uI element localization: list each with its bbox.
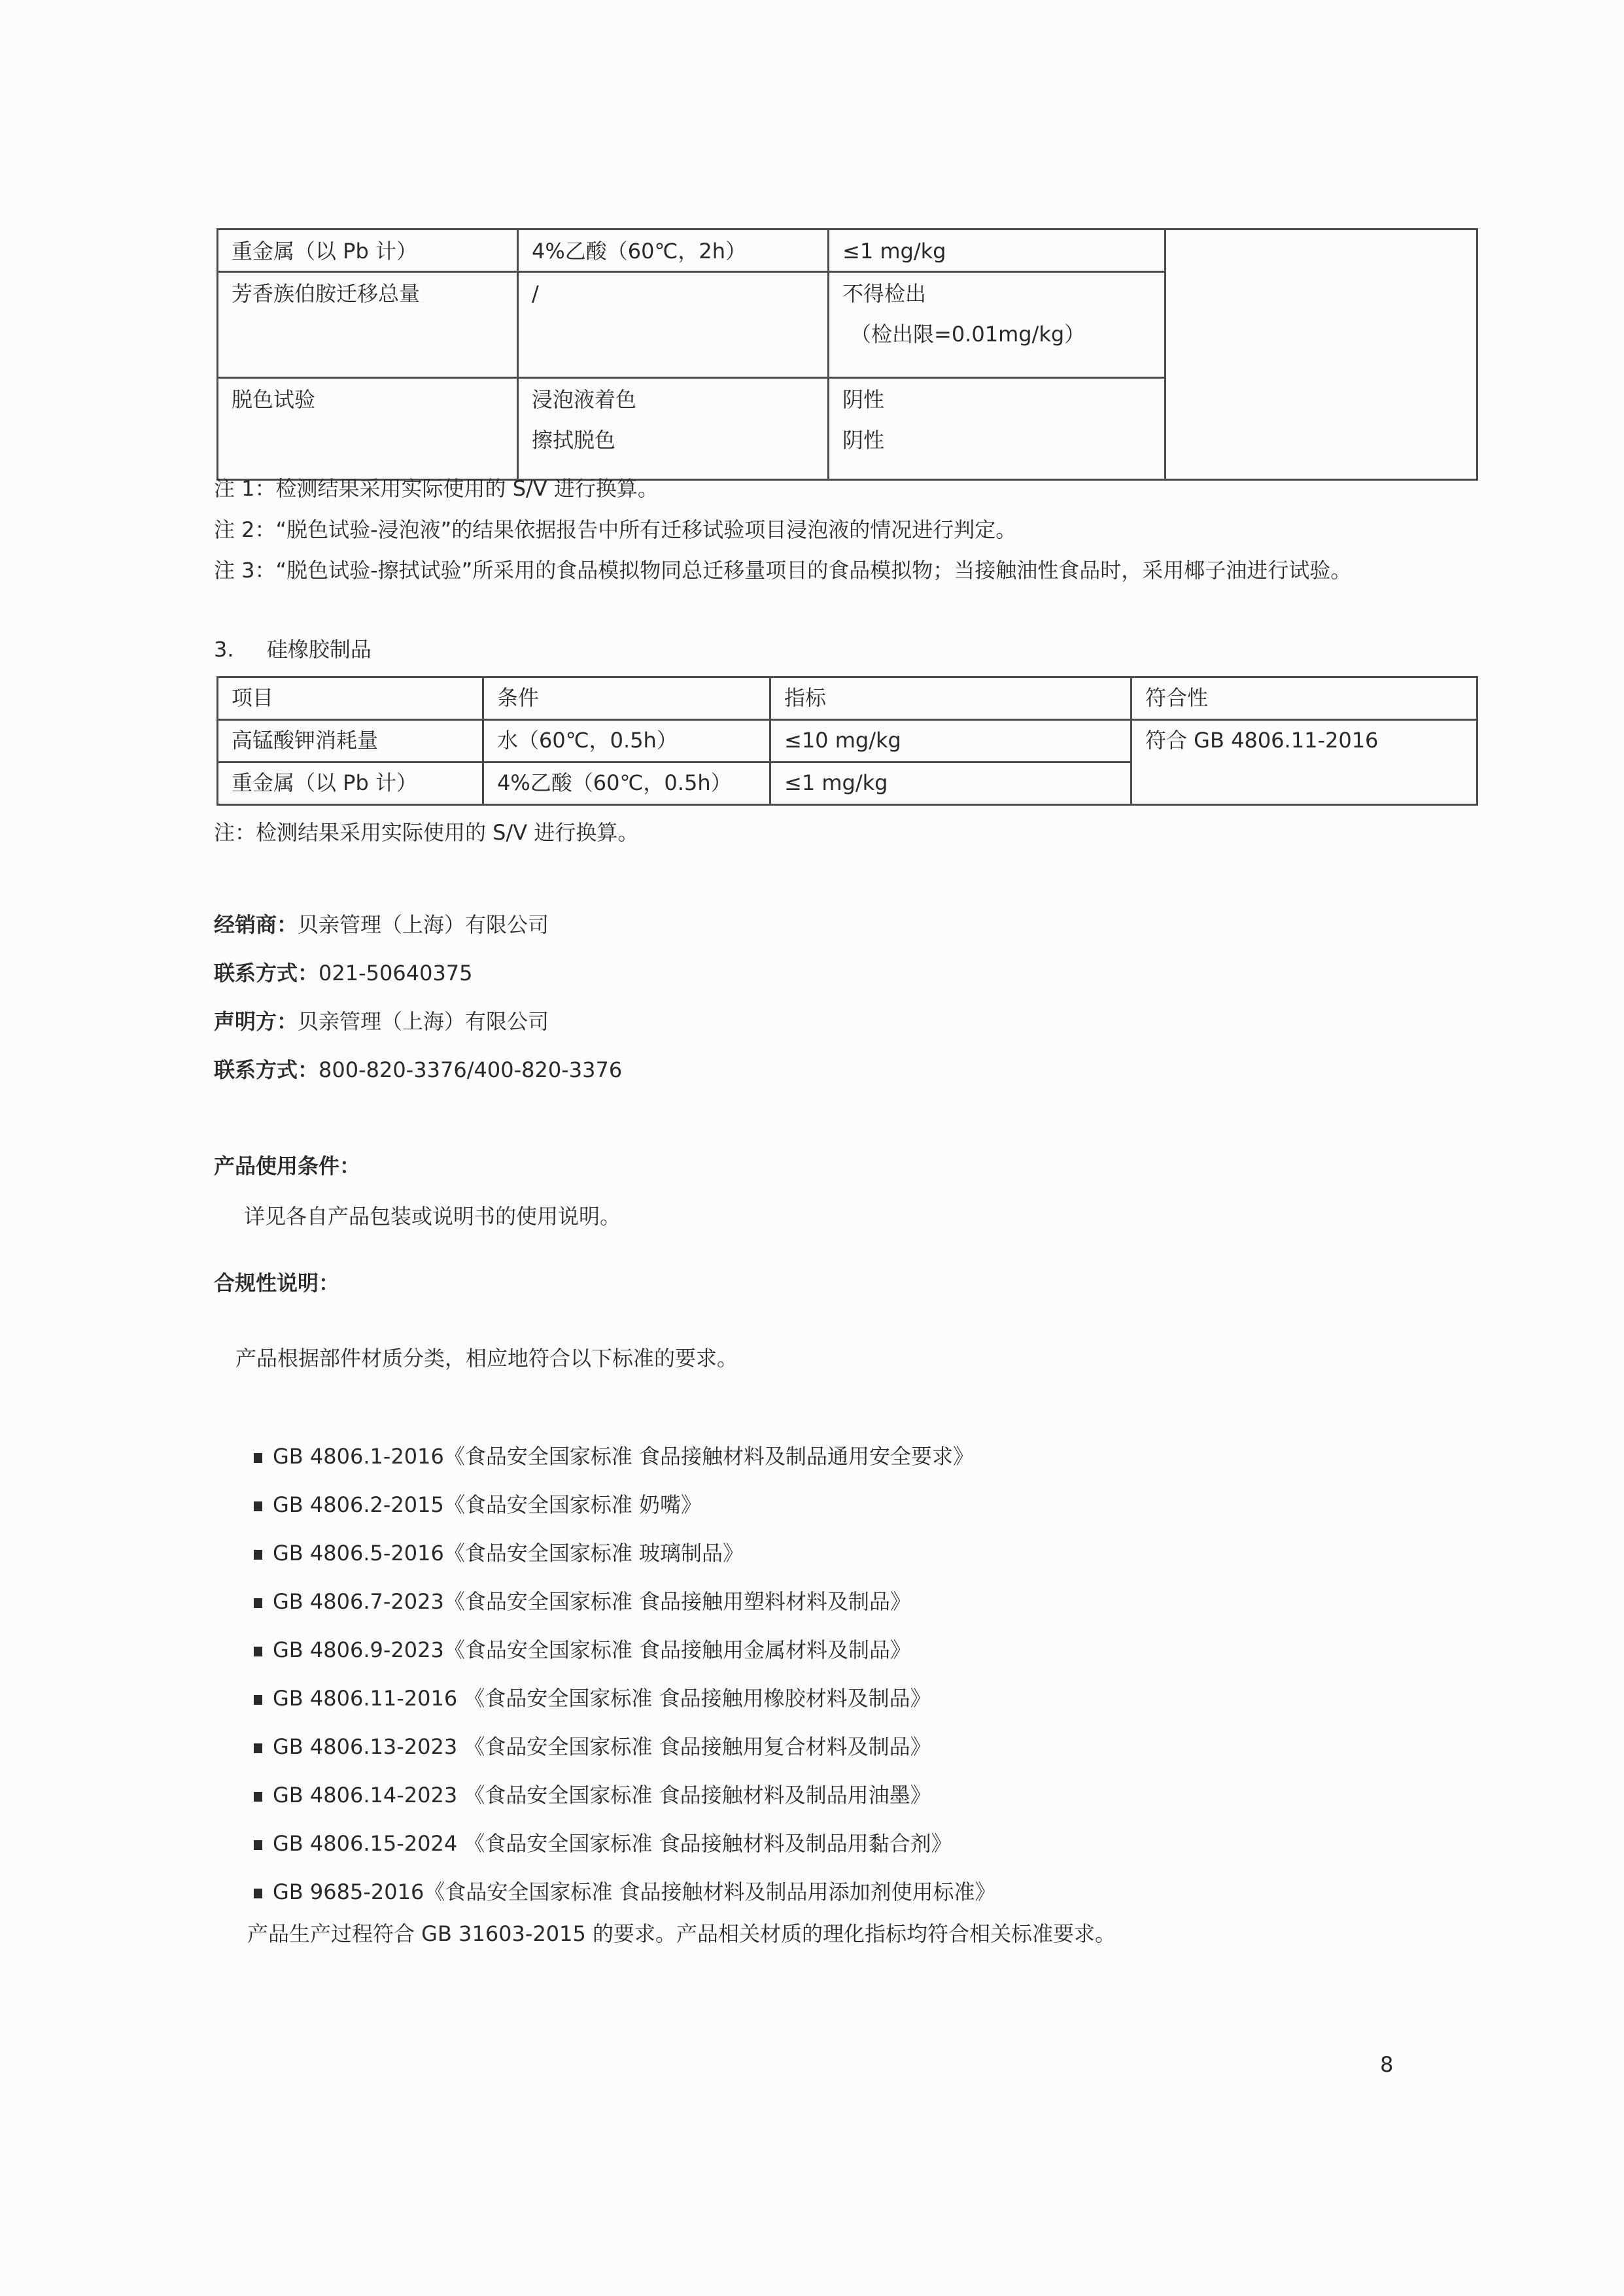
note-2: 注 2：“脱色试验-浸泡液”的结果依据报告中所有迁移试验项目浸泡液的情况进行判定。 xyxy=(214,517,1017,542)
bullet-icon xyxy=(254,1453,262,1463)
compliance-cell: 符合 GB 4806.11-2016 xyxy=(1132,720,1477,805)
limit-cell: ≤1 mg/kg xyxy=(770,762,1132,805)
contact-phone: 021-50640375 xyxy=(319,961,473,985)
table2-note: 注：检测结果采用实际使用的 S/V 进行换算。 xyxy=(214,820,639,845)
compliance-cell xyxy=(1166,230,1477,480)
list-item: GB 4806.11-2016 《食品安全国家标准 食品接触用橡胶材料及制品》 xyxy=(254,1685,931,1711)
migration-test-table-continued xyxy=(216,228,1478,481)
contact-label: 联系方式： xyxy=(214,961,319,985)
condition-cell xyxy=(518,378,829,480)
table-row xyxy=(218,720,1477,762)
bullet-icon xyxy=(254,1501,262,1511)
bullet-icon xyxy=(254,1695,262,1705)
limit-value: 阴性 xyxy=(842,387,885,412)
contact-label: 联系方式： xyxy=(214,1057,319,1082)
list-item: GB 4806.14-2023 《食品安全国家标准 食品接触材料及制品用油墨》 xyxy=(254,1782,931,1808)
list-item: GB 4806.1-2016《食品安全国家标准 食品接触材料及制品通用安全要求》 xyxy=(254,1443,974,1469)
declarant-value: 贝亲管理（上海）有限公司 xyxy=(298,1009,549,1034)
section-title: 硅橡胶制品 xyxy=(266,637,371,662)
list-item: GB 4806.2-2015《食品安全国家标准 奶嘴》 xyxy=(254,1492,702,1518)
condition-value: 浸泡液着色 xyxy=(532,387,637,412)
contact-phone: 800-820-3376/400-820-3376 xyxy=(319,1057,623,1082)
item-cell: 芳香族伯胺迁移总量 xyxy=(218,272,518,378)
limit-value-2: 阴性 xyxy=(842,428,885,453)
distributor-line xyxy=(214,912,549,938)
condition-value-2: 擦拭脱色 xyxy=(532,428,616,453)
note-1: 注 1：检测结果采用实际使用的 S/V 进行换算。 xyxy=(214,476,659,501)
compliance-closing: 产品生产过程符合 GB 31603-2015 的要求。产品相关材质的理化指标均符合相关标准要求。 xyxy=(247,1921,1116,1946)
bullet-icon xyxy=(254,1792,262,1802)
item-cell: 重金属（以 Pb 计） xyxy=(218,762,483,805)
limit-cell: ≤10 mg/kg xyxy=(770,720,1132,762)
bullet-icon xyxy=(254,1840,262,1850)
contact-line-2 xyxy=(214,1057,622,1083)
usage-text: 详见各自产品包装或说明书的使用说明。 xyxy=(244,1204,621,1229)
header-limit: 指标 xyxy=(770,677,1132,720)
condition-cell: 4%乙酸（60℃，0.5h） xyxy=(483,762,770,805)
contact-line-1 xyxy=(214,960,473,986)
list-item: GB 4806.5-2016《食品安全国家标准 玻璃制品》 xyxy=(254,1540,744,1566)
list-item: GB 9685-2016《食品安全国家标准 食品接触材料及制品用添加剂使用标准》 xyxy=(254,1879,996,1905)
item-cell: 重金属（以 Pb 计） xyxy=(218,230,518,272)
limit-cell: ≤1 mg/kg xyxy=(829,230,1166,272)
compliance-heading: 合规性说明： xyxy=(214,1271,340,1295)
list-item: GB 4806.13-2023 《食品安全国家标准 食品接触用复合材料及制品》 xyxy=(254,1734,931,1760)
list-item: GB 4806.7-2023《食品安全国家标准 食品接触用塑料材料及制品》 xyxy=(254,1588,911,1615)
note-3: 注 3：“脱色试验-擦拭试验”所采用的食品模拟物同总迁移量项目的食品模拟物；当接触油性食品时，采用椰子油进行试验。 xyxy=(214,558,1352,583)
section-number: 3. xyxy=(214,637,234,662)
condition-cell: 4%乙酸（60℃，2h） xyxy=(518,230,829,272)
bullet-icon xyxy=(254,1889,262,1898)
bullet-icon xyxy=(254,1743,262,1753)
header-condition: 条件 xyxy=(483,677,770,720)
list-item: GB 4806.15-2024 《食品安全国家标准 食品接触材料及制品用黏合剂》 xyxy=(254,1830,952,1857)
section-heading xyxy=(214,636,371,662)
condition-cell: / xyxy=(518,272,829,378)
bullet-icon xyxy=(254,1550,262,1560)
table-header-row xyxy=(218,677,1477,720)
limit-value: 不得检出 xyxy=(842,281,927,306)
declarant-label: 声明方： xyxy=(214,1009,298,1034)
detection-limit-note: （检出限=0.01mg/kg） xyxy=(850,322,1086,347)
declarant-line xyxy=(214,1008,549,1035)
limit-cell xyxy=(829,378,1166,480)
list-item: GB 4806.9-2023《食品安全国家标准 食品接触用金属材料及制品》 xyxy=(254,1637,911,1663)
silicone-rubber-table xyxy=(216,676,1478,806)
table-row xyxy=(218,230,1477,272)
bullet-icon xyxy=(254,1647,262,1656)
bullet-icon xyxy=(254,1598,262,1608)
compliance-intro: 产品根据部件材质分类，相应地符合以下标准的要求。 xyxy=(235,1346,738,1371)
condition-cell: 水（60℃，0.5h） xyxy=(483,720,770,762)
item-cell: 脱色试验 xyxy=(218,378,518,480)
header-item: 项目 xyxy=(218,677,483,720)
usage-heading: 产品使用条件： xyxy=(214,1154,361,1178)
header-compliance: 符合性 xyxy=(1132,677,1477,720)
distributor-value: 贝亲管理（上海）有限公司 xyxy=(298,912,549,937)
page-number: 8 xyxy=(1380,2052,1394,2077)
limit-cell xyxy=(829,272,1166,378)
distributor-label: 经销商： xyxy=(214,912,298,937)
item-cell: 高锰酸钾消耗量 xyxy=(218,720,483,762)
